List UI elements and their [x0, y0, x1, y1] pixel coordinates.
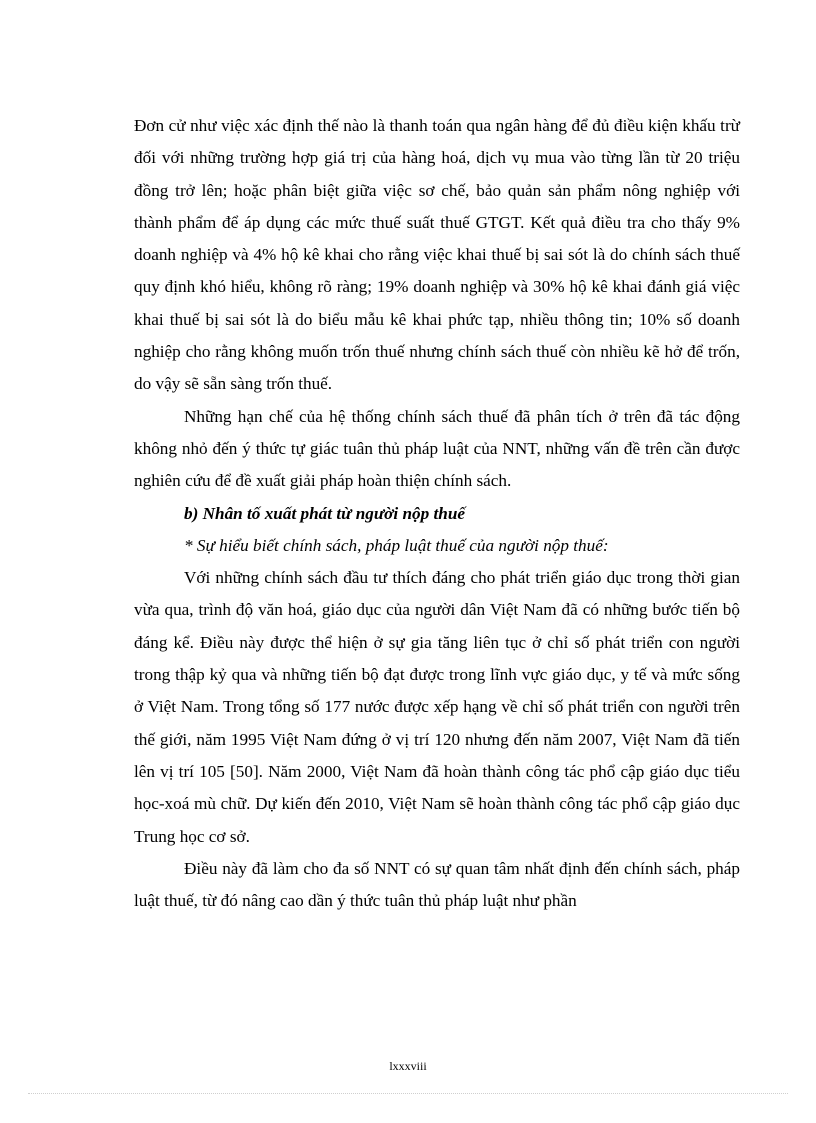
paragraph-taxpayer-awareness: Điều này đã làm cho đa số NNT có sự quan tâm nhất định đến chính sách, pháp luật thuế, từ đó nâng cao dần ý thức tuân thủ pháp luật như phần	[134, 858, 740, 911]
page-number: lxxxviii	[389, 1059, 427, 1073]
subsection-heading: * Sự hiểu biết chính sách, pháp luật thuế của người nộp thuế:	[184, 535, 609, 555]
paragraph-education: Với những chính sách đầu tư thích đáng cho phát triển giáo dục trong thời gian vừa qua, trình độ văn hoá, giáo dục của người dân Việt Nam đã có những bước tiến bộ đáng kể. Điều này được thể hiện ở sự gia tăng liên tục ở chỉ số phát triển con người trong thập kỷ qua và những tiến bộ đạt được trong lĩnh vực giáo dục, y tế và mức sống ở Việt Nam. Trong tổng số 177 nước được xếp hạng về chỉ số phát triển con người trên thế giới, năm 1995 Việt Nam đứng ở vị trí 120 nhưng đến năm 2007, Việt Nam đã tiến lên vị trí 105 [50]. Năm 2000, Việt Nam đã hoàn thành công tác phổ cập giáo dục tiểu học-xoá mù chữ. Dự kiến đến 2010, Việt Nam sẽ hoàn thành công tác phổ cập giáo dục Trung học cơ sở.	[134, 568, 740, 846]
paragraph-continuation: Đơn cử như việc xác định thế nào là thanh toán qua ngân hàng để đủ điều kiện khấu trừ đối với những trường hợp giá trị của hàng hoá, dịch vụ mua vào từng lần từ 20 triệu đồng trở lên; hoặc phân biệt giữa việc sơ chế, bảo quản sản phẩm nông nghiệp với thành phẩm để áp dụng các mức thuế suất thuế GTGT. Kết quả điều tra cho thấy 9% doanh nghiệp và 4% hộ kê khai cho rằng việc khai thuế bị sai sót là do chính sách thuế quy định khó hiểu, không rõ ràng; 19% doanh nghiệp và 30% hộ kê khai đánh giá việc khai thuế bị sai sót là do biểu mẫu kê khai phức tạp, nhiều thông tin; 10% số doanh nghiệp cho rằng không muốn trốn thuế nhưng chính sách thuế còn nhiều kẽ hở để trốn, do vậy sẽ sẵn sàng trốn thuế.	[134, 116, 740, 394]
paragraph-policy-limitations: Những hạn chế của hệ thống chính sách thuế đã phân tích ở trên đã tác động không nhỏ đến ý thức tự giác tuân thủ pháp luật của NNT, những vấn đề trên cần được nghiên cứu để đề xuất giải pháp hoàn thiện chính sách.	[134, 406, 740, 491]
body-text	[134, 110, 740, 917]
page-bottom-divider	[28, 1093, 788, 1094]
section-heading: b) Nhân tố xuất phát từ người nộp thuế	[184, 503, 466, 523]
